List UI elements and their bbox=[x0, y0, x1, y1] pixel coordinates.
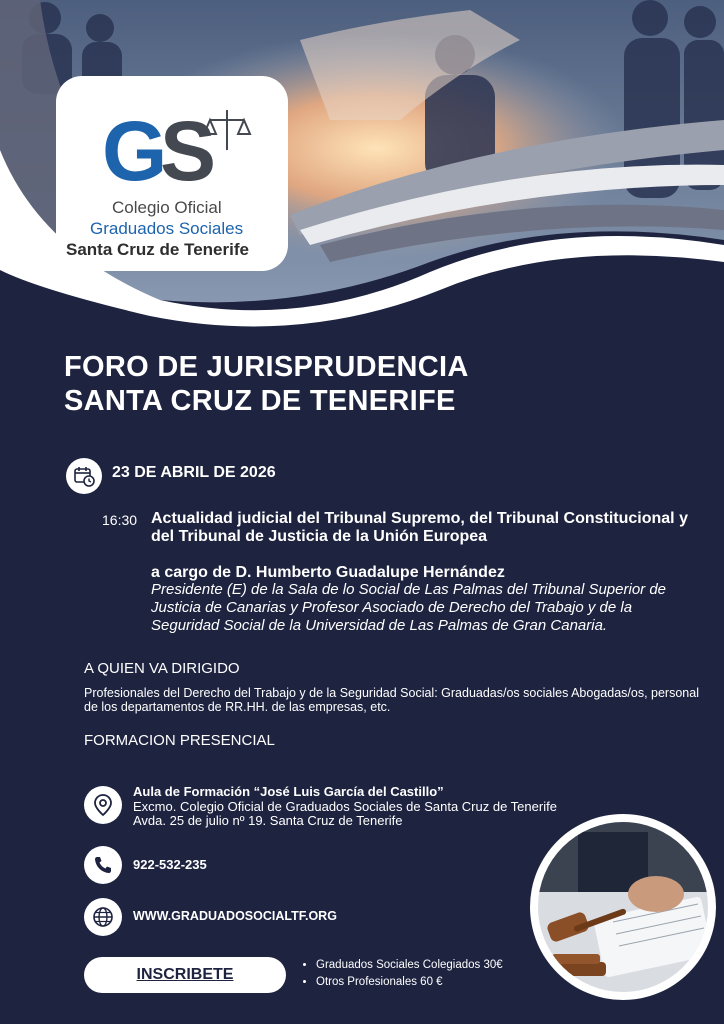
logo-line-1: Colegio Oficial bbox=[112, 198, 222, 217]
website-link[interactable]: WWW.GRADUADOSOCIALTF.ORG bbox=[133, 909, 337, 923]
phone-icon bbox=[84, 846, 122, 884]
price-list bbox=[300, 957, 503, 991]
register-button[interactable]: INSCRIBETE bbox=[84, 957, 286, 993]
logo-line-2: Graduados Sociales bbox=[90, 219, 244, 238]
talk-title: Actualidad judicial del Tribunal Supremo, del Tribunal Constitucional y del Tribunal de Justicia de la Unión Europea bbox=[151, 510, 688, 545]
logo-gs-mark bbox=[102, 110, 252, 190]
location-pin-icon bbox=[84, 786, 122, 824]
logo-line-3: Santa Cruz de Tenerife bbox=[66, 240, 249, 259]
phone-number[interactable]: 922-532-235 bbox=[133, 857, 207, 872]
speaker-description: Presidente (E) de la Sala de lo Social de Las Palmas del Tribunal Superior de Justicia de Canarias y Profesor Asociado de Derecho del Trabajo y de la Seguridad Social de la Universidad de Las Palmas de Gran Canaria. bbox=[151, 581, 667, 634]
audience-text: Profesionales del Derecho del Trabajo y de la Seguridad Social: Graduadas/os sociales Abogadas/os, personal de los departamentos de RR.HH. de las empresas, etc. bbox=[84, 686, 699, 714]
svg-text:S: S bbox=[160, 110, 217, 190]
title-line-1: FORO DE JURISPRUDENCIA bbox=[64, 351, 469, 383]
price-item: • Graduados Sociales Colegiados 30€ bbox=[316, 957, 503, 974]
venue-line-2: Avda. 25 de julio nº 19. Santa Cruz de Tenerife bbox=[133, 813, 403, 828]
event-time: 16:30 bbox=[102, 512, 138, 528]
venue-line-1: Excmo. Colegio Oficial de Graduados Sociales de Santa Cruz de Tenerife bbox=[133, 799, 557, 814]
price-item: • Otros Profesionales 60 € bbox=[316, 974, 503, 991]
venue-name: Aula de Formación “José Luis García del Castillo” bbox=[133, 784, 444, 799]
title-line-2: SANTA CRUZ DE TENERIFE bbox=[64, 385, 456, 417]
format-heading: FORMACION PRESENCIAL bbox=[84, 732, 275, 749]
speaker-name: a cargo de D. Humberto Guadalupe Hernández bbox=[151, 564, 505, 581]
globe-icon bbox=[84, 898, 122, 936]
logo-letters: G bbox=[102, 110, 168, 190]
gavel-illustration bbox=[538, 822, 708, 992]
page-title bbox=[64, 350, 469, 418]
audience-heading: A QUIEN VA DIRIGIDO bbox=[84, 660, 240, 677]
gavel-photo bbox=[530, 814, 716, 1000]
calendar-clock-icon bbox=[66, 458, 102, 494]
event-date: 23 DE ABRIL DE 2026 bbox=[112, 464, 276, 481]
